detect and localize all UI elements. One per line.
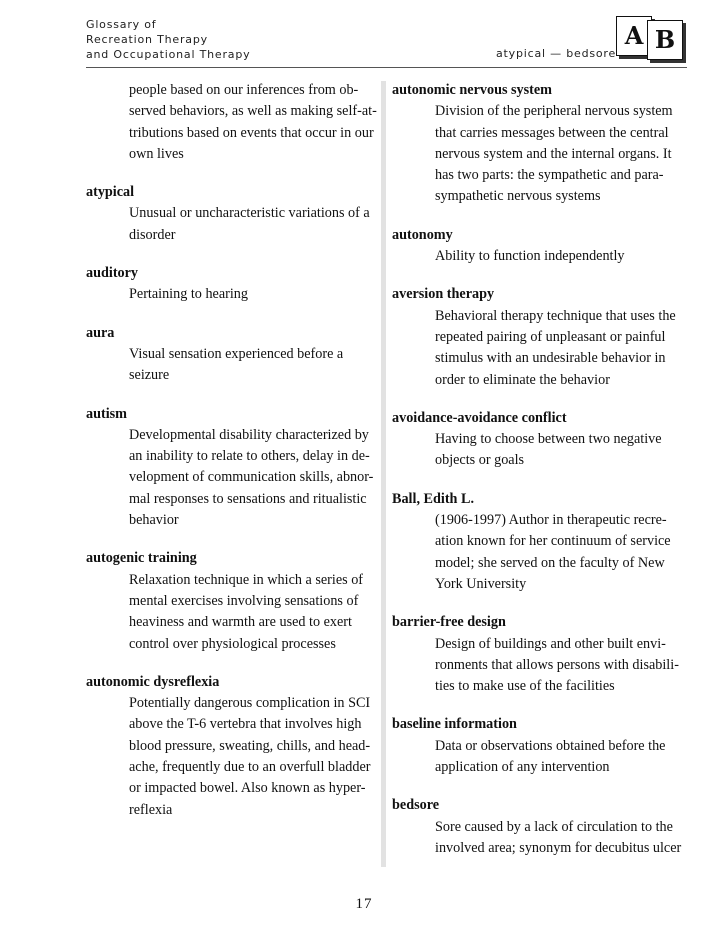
definition-line: disorder [129,226,176,243]
glossary-term: autogenic training [86,550,197,567]
definition-line: nervous system and the internal organs. It [435,145,672,162]
definition-line: ties to make use of the facilities [435,678,615,695]
glossary-term: baseline information [392,716,517,733]
letter-tab-b: B [647,20,683,60]
book-title-line: and Occupational Therapy [86,48,251,61]
column-divider [381,81,386,867]
glossary-entry [86,323,378,387]
definition-line: Relaxation technique in which a series of [129,571,364,588]
definition-line: Pertaining to hearing [129,286,248,303]
definition-line: Developmental disability characterized by [129,426,369,443]
running-head-entry-range: atypical — bedsore [496,47,617,60]
book-title-line: Glossary of [86,18,157,31]
definition-line: repeated pairing of unpleasant or painful [435,328,666,345]
definition-line: has two parts: the sympathetic and para- [435,167,664,184]
definition-line: Behavioral therapy technique that uses the [435,307,676,324]
header-rule [86,67,687,68]
glossary-term: aversion therapy [392,286,495,303]
definition-line: objects or goals [435,452,525,469]
definition-line: ronments that allows persons with disabili- [435,656,679,673]
definition-line: mal responses to sensations and ritualistic [129,490,367,507]
glossary-term: atypical [86,184,135,201]
definition-line: Ability to function independently [435,248,625,265]
book-title-line: Recreation Therapy [86,33,208,46]
definition-line: order to eliminate the behavior [435,371,610,388]
glossary-term: autonomic dysreflexia [86,673,220,690]
left-column [86,80,378,838]
definition-line: model; she served on the faculty of New [435,554,665,571]
glossary-entry [392,80,690,208]
definition-line: Sore caused by a lack of circulation to the [435,818,673,835]
definition-line: Potentially dangerous complication in SCI [129,695,371,712]
glossary-term: barrier-free design [392,614,506,631]
definition-line: Data or observations obtained before the [435,737,666,754]
definition-line: sympathetic nervous systems [435,188,601,205]
definition-line: application of any intervention [435,759,610,776]
definition-line: served behaviors, as well as making self-at- [129,103,377,120]
right-column [392,80,690,876]
definition-line: blood pressure, sweating, chills, and head- [129,737,371,754]
glossary-term: autism [86,405,127,422]
glossary-term: aura [86,324,115,341]
glossary-term: bedsore [392,797,440,814]
definition-line: York University [435,575,527,592]
definition-line: that carries messages between the central [435,124,669,141]
definition-line: an inability to relate to others, delay in de- [129,448,370,465]
definition-line: mental exercises involving sensations of [129,592,359,609]
definition-line: Division of the peripheral nervous system [435,103,673,120]
glossary-term: Ball, Edith L. [392,490,475,507]
definition-line: seizure [129,367,170,384]
glossary-entry [86,182,378,246]
definition-line: above the T-6 vertebra that involves high [129,716,362,733]
definition-line: control over physiological processes [129,635,336,652]
glossary-term: autonomic nervous system [392,82,552,98]
glossary-entry [86,672,378,821]
glossary-entry [392,795,690,859]
definition-line: or impacted bowel. Also known as hyper- [129,780,366,797]
definition-line: velopment of communication skills, abnor- [129,469,374,486]
glossary-term: autonomy [392,226,453,243]
running-head-book-title [86,17,250,62]
definition-line: Design of buildings and other built envi- [435,635,666,652]
letter-tab-a: A [616,16,652,56]
definition-line: (1906-1997) Author in therapeutic recre- [435,512,667,529]
glossary-entry [392,612,690,697]
glossary-entry [86,404,378,532]
definition-line: Visual sensation experienced before a [129,345,344,362]
definition-line: behavior [129,512,179,529]
definition-line: ation known for her continuum of service [435,533,671,550]
definition-line: own lives [129,145,184,162]
glossary-term: auditory [86,265,139,282]
glossary-entry [392,284,690,390]
definition-line: people based on our inferences from ob- [129,82,359,98]
definition-line: stimulus with an undesirable behavior in [435,350,666,367]
glossary-entry [86,80,378,165]
definition-line: ache, frequently due to an overfull bladder [129,759,371,776]
glossary-entry [392,408,690,472]
definition-line: reflexia [129,801,173,818]
glossary-entry [392,489,690,595]
glossary-entry [392,714,690,778]
definition-line: Having to choose between two negative [435,431,662,448]
definition-line: Unusual or uncharacteristic variations of a [129,205,370,222]
page-number: 17 [355,896,373,912]
definition-line: tributions based on events that occur in our [129,124,374,141]
glossary-entry [86,548,378,654]
glossary-entry [392,225,690,268]
glossary-entry [86,263,378,306]
glossary-term: avoidance-avoidance conflict [392,409,567,426]
definition-line: involved area; synonym for decubitus ulcer [435,839,682,856]
definition-line: heaviness and warmth are used to exert [129,614,352,631]
